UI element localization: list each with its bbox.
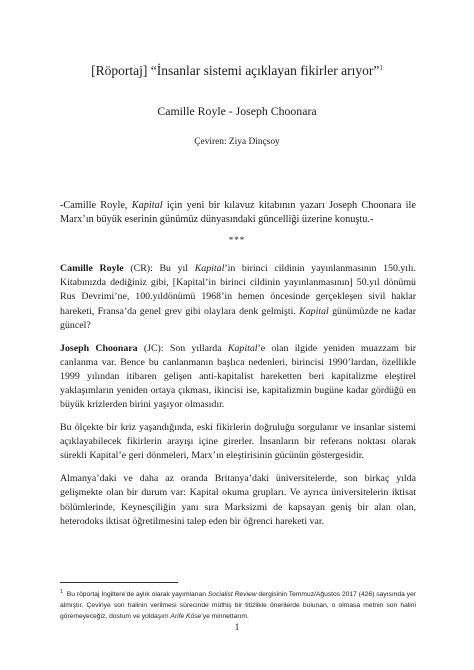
- p2-text-1: (JC): Son yıllarda: [137, 342, 228, 354]
- footnote-text-3: ’ye minnettarım.: [201, 613, 249, 620]
- footnote: [60, 587, 416, 622]
- p1-kapital-em-2: Kapital: [299, 305, 329, 317]
- intro-paragraph: [60, 199, 416, 227]
- p1-text-3: günümüzde ne kadar güncel?: [60, 305, 417, 331]
- intro-text-2: için yeni bir kılavuz kitabının yazarı Joseph Choonara ile Marx’ın büyük eserinin günümüz dünyasındaki güncelliği üzerine konuştu.-: [60, 200, 416, 225]
- footnote-journal-em: Socialist Review: [207, 591, 257, 598]
- intro-kapital-em: Kapital: [131, 200, 163, 211]
- page-number: 1: [234, 622, 240, 632]
- footnote-divider: [60, 582, 178, 583]
- paragraph-choonara-answer: [60, 342, 416, 413]
- title-footnote-ref[interactable]: 1: [379, 64, 383, 72]
- p2-kapital-em: Kapital: [227, 342, 258, 354]
- footnote-name-em: Arife Köse: [170, 613, 202, 620]
- paragraph-royle-question: [60, 262, 416, 333]
- section-separator: ***: [228, 235, 246, 245]
- footnote-number: 1: [60, 589, 63, 595]
- p2-text-2: ’e olan ilgide yeniden muazzam bir canlanma var. Bence bu canlanmanın başlıca nedenleri, birincisi 1990’lardan, özellikle 1999 yılından itibaren gelişen anti-kapitalist hareketten beri kapitalizme eleştirel yaklaşımların yeniden ortaya çıkması, ikincisi ise, kapitalizmin bugüne kadar gördüğü en büyük krizlerden birini yaşıyor olmasıdır.: [60, 342, 416, 411]
- p1-kapital-em-1: Kapital: [194, 263, 225, 274]
- p1-text-2: ’in birinci cildinin yayınlanmasının 150.yılı. Kitabınızda dediğiniz gibi, [Kapital’in birinci cildinin yayınlanmasının] 50.yıl dönümü Rus Devrimi’ne, 100.yıldönümü 1968’in hemen öncesinde gerçekleşen sivil haklar hareketi, Fransa’da genel grev gibi olaylara denk gelmişti.: [60, 263, 416, 317]
- article-body: [60, 262, 416, 537]
- speaker-choonara: Joseph Choonara: [60, 342, 138, 354]
- footnote-text-2: dergisinin Temmuz/Ağustos 2017 (426) sayısında yer almıştır. Çeviriye son halinin verilmesi sürecinde müthiş bir titizlikle önerilerde bulunan, o olmasa metnin son halini göremeyeceğiz, dostum ve yoldaşım: [60, 591, 417, 620]
- paragraph-universities: Almanya’daki ve daha az oranda Britanya’daki üniversitelerde, son birkaç yılda gelişmekte olan bir durum var: Kapital okuma grupları. Ve ayrıca üniversitelerin iktisat bölümlerinde, Keynesçiliğin yanı sıra Marksizmi de kapsayan geniş bir alan olan, heterodoks iktisat öğretilmesini talep eden bir öğrenci hareketi var.: [60, 473, 416, 527]
- translator-line: Çeviren: Ziya Dinçsoy: [194, 137, 280, 147]
- authors-line: Camille Royle - Joseph Choonara: [157, 104, 317, 118]
- intro-text-1: -Camille Royle,: [60, 200, 132, 211]
- article-title-text: [Röportaj] “İnsanlar sistemi açıklayan fikirler arıyor”: [91, 63, 380, 78]
- p1-text-1: (CR): Bu yıl: [123, 263, 195, 274]
- article-title: [0, 60, 474, 79]
- paragraph-crisis: Bu ölçekte bir kriz yaşandığında, eski fikirlerin doğruluğu sorgulanır ve insanlar sistemi açıklayabilecek fikirlerin arayışı içine girerler. İnsanların bir referans noktası olarak sürekli Kapital’e geri dönmeleri, Marx’ın eleştirisinin gücünün göstergesidir.: [60, 422, 416, 462]
- footnote-text-1: Bu röportaj İngiltere’de aylık olarak yayımlanan: [66, 591, 208, 598]
- speaker-royle: Camille Royle: [60, 263, 124, 274]
